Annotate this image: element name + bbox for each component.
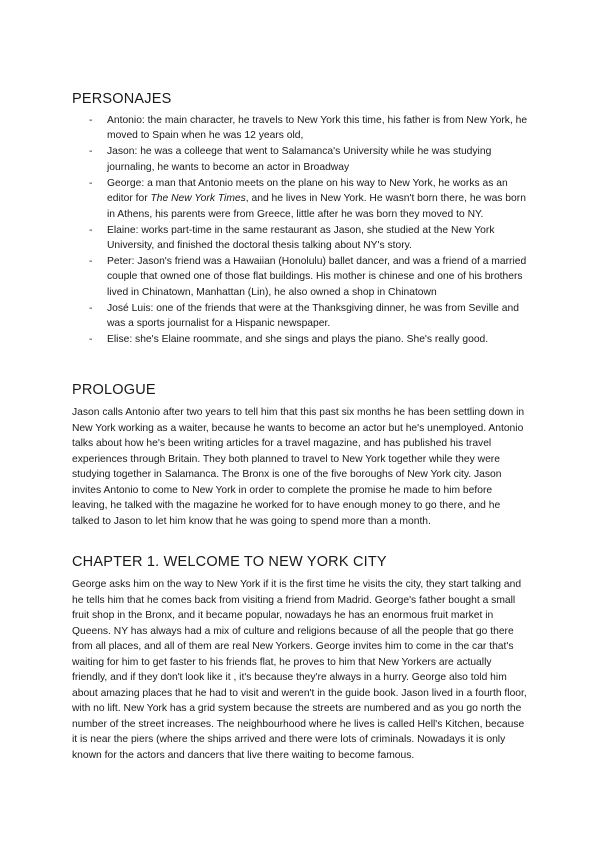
prologue-paragraph: Jason calls Antonio after two years to tell him that this past six months he has been settling down in New York working as a waiter, because he wants to become an actor but he's unemployed. Antonio talks about how he's been writing articles for a travel magazine, and has published his travel experiences through Britain. They both planned to travel to New York together while they were studying together in Salamanca. The Bronx is one of the five boroughs of New York city. Jason invites Antonio to come to New York in order to complete the promise he made to him before leaving, he talked with the magazine he worked for to have enough money to go there, and he talked to Jason to let him know that he was going to spend more than a month. — [72, 407, 525, 527]
character-list-item — [72, 144, 528, 175]
character-description: George: a man that Antonio meets on the plane on his way to New York, he works as an editor for The New York Times, and he lives in New York. He wasn't born there, he was born in Athens, his parents were from Greece, little after he was born they moved to NY. — [107, 177, 526, 220]
list-dash-marker: - — [89, 334, 93, 346]
chapter1-paragraph: George asks him on the way to New York if it is the first time he visits the city, they start talking and he tells him that he comes back from visiting a friend from Madrid. George's father bought a small fruit shop in the Bronx, and it became popular, nowadays he has an enormous fruit market in Queens. NY has always had a mix of culture and religions because of all the people that go there from all places, and all of them are real New Yorkers. George invites him to come in the car that's waiting for him to get faster to his friends flat, he proves to him that New Yorkers are actually friendly, and if they don't look like it , it's because they're always in a hurry. George also told him about amazing places that he had to visit and weren't in the guide book. Jason lived in a fourth floor, with no lift. New York has a grid system because the streets are numbered and as you go north the number of the street increases. The neighbourhood where he lives is called Hell's Kitchen, because it is near the piers (where the ships arrived and there were lots of criminals. Nowadays it is only known for the actors and dancers that live there waiting to become famous. — [72, 579, 527, 762]
section-heading-chapter1: CHAPTER 1. WELCOME TO NEW YORK CITY — [72, 554, 387, 570]
character-list-item — [72, 301, 528, 332]
list-dash-marker: - — [89, 177, 93, 189]
character-list-item — [72, 176, 528, 222]
list-dash-marker: - — [89, 256, 93, 268]
section-heading-prologue: PROLOGUE — [72, 382, 156, 398]
list-dash-marker: - — [89, 302, 93, 314]
character-list-item — [72, 332, 528, 347]
section-heading-personajes: PERSONAJES — [72, 91, 172, 107]
character-list-item — [72, 254, 528, 300]
character-description: José Luis: one of the friends that were at the Thanksgiving dinner, he was from Seville and was a sports journalist for a Hispanic newspaper. — [107, 302, 519, 330]
character-description: Peter: Jason's friend was a Hawaiian (Honolulu) ballet dancer, and was a friend of a married couple that owned one of those flat buildings. His mother is chinese and one of his brothers lived in Chinatown, Manhattan (Lin), he also owned a shop in Chinatown — [107, 256, 527, 298]
character-description: Antonio: the main character, he travels to New York this time, his father is from New York, he moved to Spain when he was 12 years old, — [107, 115, 528, 142]
character-description: Elaine: works part-time in the same restaurant as Jason, she studied at the New York University, and finished the doctoral thesis talking about NY's story. — [107, 224, 495, 252]
character-description: Jason: he was a colleege that went to Salamanca's University while he was studying journaling, he wants to become an actor in Broadway — [107, 146, 492, 173]
list-dash-marker: - — [89, 224, 93, 236]
character-list-item — [72, 223, 528, 254]
list-dash-marker: - — [89, 146, 93, 158]
character-list — [72, 113, 528, 348]
character-list-item — [72, 113, 528, 144]
list-dash-marker: - — [89, 115, 93, 126]
character-description: Elise: she's Elaine roommate, and she sings and plays the piano. She's really good. — [107, 334, 489, 346]
